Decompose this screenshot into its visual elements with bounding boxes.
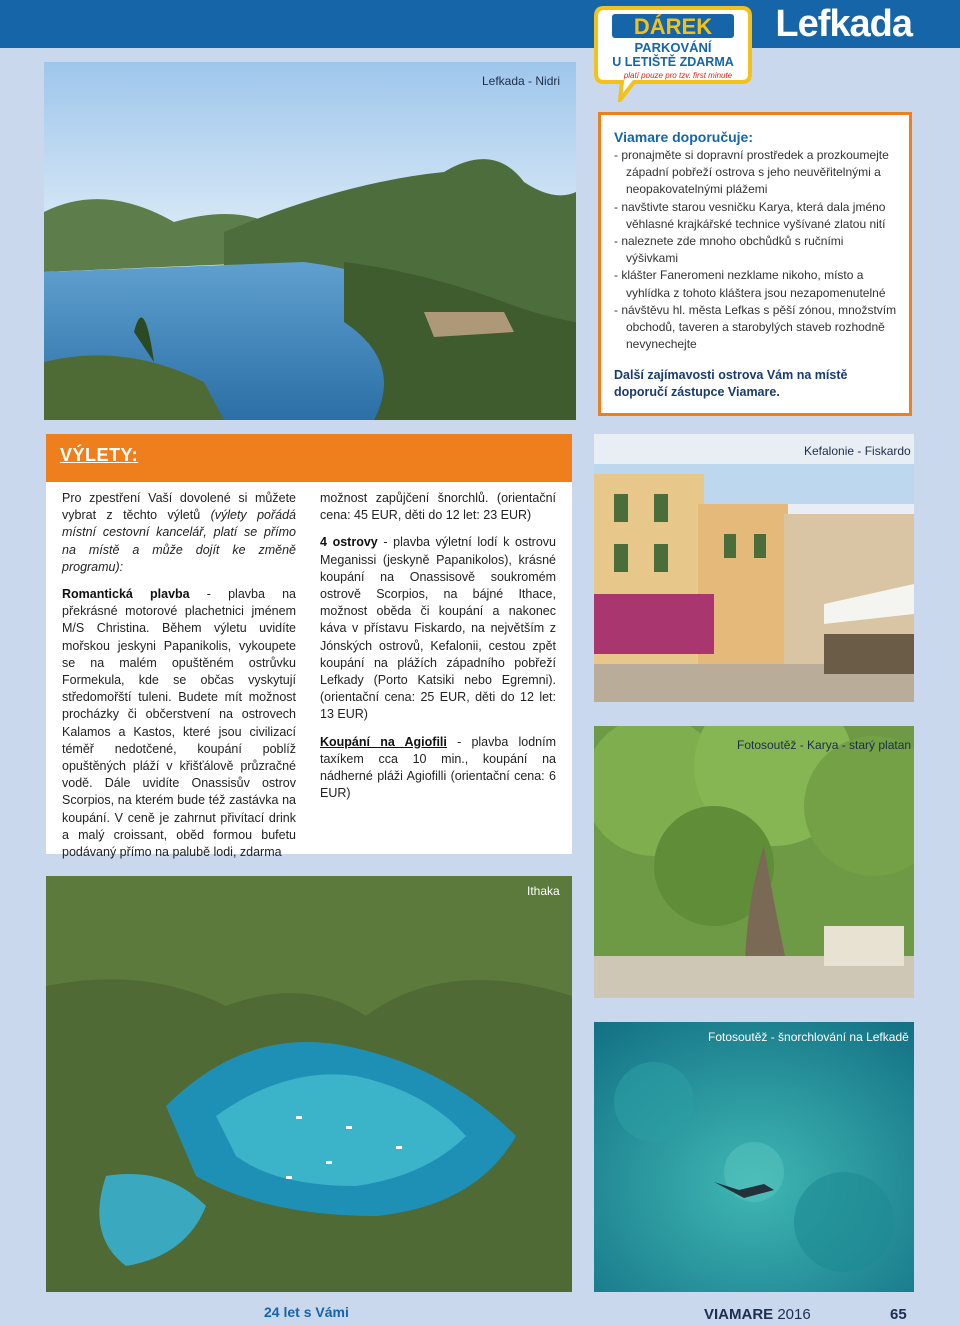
trips-column-right bbox=[320, 490, 556, 802]
photo-fiskardo bbox=[594, 434, 914, 702]
trips-intro-italic: (výlety pořádá místní cestovní kancelář, platí se přímo na místě a může dojít ke změně programu): bbox=[62, 508, 296, 574]
trips-title: VÝLETY: bbox=[60, 445, 139, 465]
trip-four-islands bbox=[320, 534, 556, 723]
caption-karya: Fotosoutěž - Karya - starý platan bbox=[737, 738, 912, 752]
trip-romantic-name: Romantická plavba bbox=[62, 587, 190, 602]
recommendation-footer: Další zajímavosti ostrova Vám na místě doporučí zástupce Viamare. bbox=[614, 368, 848, 400]
page-number: 65 bbox=[890, 1306, 907, 1323]
list-item: - návštěvu hl. města Lefkas s pěší zónou, množstvím obchodů, taveren a starobylých staveb rozhodně nevynechejte bbox=[614, 302, 897, 352]
caption-nidri: Lefkada - Nidri bbox=[482, 74, 561, 88]
trip-agiofili-name: Koupání na Agiofili bbox=[320, 734, 447, 749]
trips-header bbox=[46, 434, 572, 482]
trips-intro bbox=[62, 490, 296, 576]
caption-snorkel: Fotosoutěž - šnorchlování na Lefkadě bbox=[708, 1030, 909, 1044]
photo-nidri bbox=[44, 62, 576, 420]
footer-year: 2016 bbox=[777, 1306, 811, 1323]
list-item: - pronajměte si dopravní prostředek a prozkoumejte západní pobřeží ostrova s jeho neuvěřitelnými a neopakovatelnými plážemi bbox=[614, 148, 889, 197]
footer-brand bbox=[704, 1306, 811, 1323]
footer-slogan: 24 let s Vámi bbox=[264, 1304, 349, 1320]
list-item: - klášter Faneromeni nezklame nikoho, místo a vyhlídka z tohoto kláštera jsou nezapomenutelné bbox=[614, 268, 886, 300]
page-title: Lefkada bbox=[775, 3, 912, 45]
badge-line4: platí pouze pro tzv. first minute bbox=[623, 71, 733, 80]
photo-snorkel bbox=[594, 1022, 914, 1292]
trip-islands-name: 4 ostrovy bbox=[320, 535, 378, 550]
list-item: - navštivte starou vesničku Karya, která dala jméno věhlasné krajkářské technice vyšívané zlatou nití bbox=[614, 199, 886, 231]
trip-romantic-continued: možnost zapůjčení šnorchlů. (orientační cena: 45 EUR, děti do 12 let: 23 EUR) bbox=[320, 491, 556, 523]
caption-fiskardo: Kefalonie - Fiskardo bbox=[804, 444, 911, 458]
trip-agiofili bbox=[320, 734, 556, 803]
trip-romantic bbox=[62, 586, 296, 861]
recommendation-title: Viamare doporučuje: bbox=[614, 129, 754, 145]
trips-column-left bbox=[62, 490, 296, 861]
parking-gift-badge bbox=[594, 4, 752, 102]
trips-intro-text: Pro zpestření Vaší dovolené si můžete vybrat z těchto výletů bbox=[62, 491, 296, 523]
trips-body bbox=[46, 482, 572, 860]
badge-bubble-icon bbox=[594, 4, 752, 102]
badge-line1: DÁREK bbox=[633, 14, 713, 39]
badge-line2: PARKOVÁNÍ bbox=[634, 40, 712, 55]
footer-brand-name: VIAMARE bbox=[704, 1306, 774, 1323]
caption-ithaka: Ithaka bbox=[527, 884, 560, 898]
photo-ithaka bbox=[46, 876, 572, 1292]
trip-islands-text: - plavba výletní lodí k ostrovu Meganissi (jeskyně Papanikolos), krásné koupání na Onassisově soukromém ostrově Scorpios, na bájné Ithace, možnost oběda či koupání a nakonec káva v přístavu Fiskardo, na největším z Jónských ostrovů, Kefalonii, cestou zpět koupání na plážích západního pobřeží Lefkady (Porto Katsiki nebo Egremni). (orientační cena: 25 EUR, děti do 12 let: 13 EUR) bbox=[320, 535, 556, 722]
trip-romantic-text: - plavba na překrásné motorové plachetnici jménem M/S Christina. Během výletu uvidíte mořskou jeskyni Papanikolis, vykoupete se na malém opuštěném ostrůvku Formekula, kde se občas vyskytují středomořští tuleni. Budete mít možnost procházky či občerstvení na ostrovech Kalamos a Kastos, které jsou civilizací téměř nedotčené, koupání poblíž opuštěných pláží v křišťálově průzračné vodě. Dále uvidíte Onassisův ostrov Scorpios, na kterém bude též zastávka na koupání. V ceně je zahrnut přivítací drink a malý croissant, oběd formou bufetu podávaný přímo na palubě lodi, zdarma bbox=[62, 587, 296, 860]
photo-karya bbox=[594, 726, 914, 998]
recommendation-box bbox=[598, 112, 912, 416]
recommendation-list bbox=[614, 147, 897, 353]
trip-agiofili-text: - plavba lodním taxíkem cca 10 min., koupání na nádherné pláži Agiofilli (orientační cena: 6 EUR) bbox=[320, 734, 556, 801]
list-item: - naleznete zde mnoho obchůdků s ručními výšivkami bbox=[614, 234, 844, 266]
badge-line3: U LETIŠTĚ ZDARMA bbox=[612, 55, 734, 69]
